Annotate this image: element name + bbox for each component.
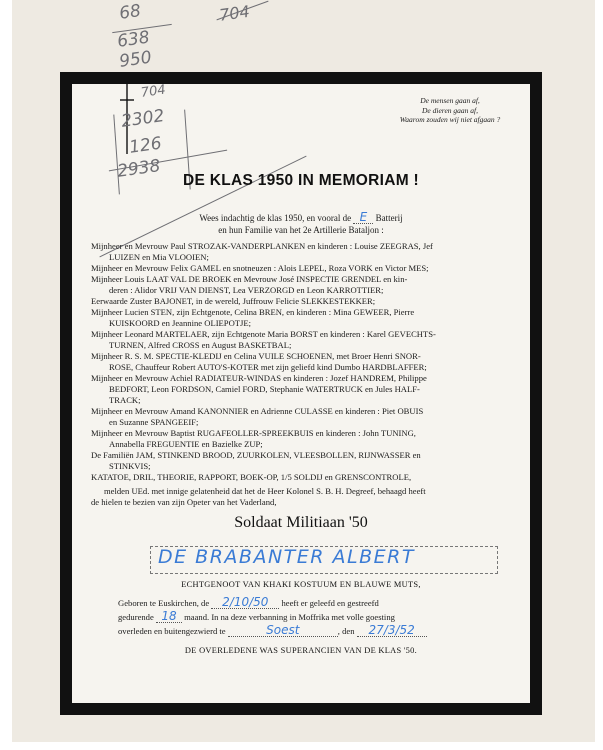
list-item: Annabella FREGUENTIE en Bazielke ZUP; [109, 439, 263, 449]
list-item: TURNEN, Alfred CROSS en August BASKETBAL; [109, 340, 292, 350]
birth-date: 2/10/50 [211, 597, 279, 609]
list-item: Mijnheer Leonard MARTELAER, zijn Echtgenote Maria BORST en kinderen : Karel GEVECHTS- [91, 329, 436, 339]
list-item: Mijnheer en Mevrouw Amand KANONNIER en Adrienne CULASSE en kinderen : Piet OBUIS [91, 406, 424, 416]
list-item: De Familiën JAM, STINKEND BROOD, ZUURKOLEN, VLEESBOLLEN, RIJNWASSER en [91, 450, 421, 460]
list-item: Mijnheer en Mevrouw Baptist RUGAFEOLLER-SPREEKBUIS en kinderen : John TUNING, [91, 428, 416, 438]
deceased-name: DE BRABANTER ALBERT [158, 546, 415, 568]
pencil-number: 2938 [116, 155, 162, 182]
list-item: BEDFORT, Leon FORDSON, Camiel FORD, Stephanie WATERTRUCK en Jules HALF- [109, 384, 420, 394]
pencil-number: 2302 [120, 105, 166, 132]
battery-letter: E [353, 212, 373, 224]
motto [380, 96, 520, 125]
duration-months: 18 [156, 611, 182, 623]
list-item: Mijnheer en Mevrouw Paul STROZAK-VANDERPLANKEN en kinderen : Louise ZEEGRAS, Jef [91, 241, 433, 251]
announcement-line: de hielen te bezien van zijn Opeter van het Vaderland, [91, 497, 277, 507]
pencil-number: 704 [140, 82, 167, 101]
list-item: Eerwaarde Zuster BAJONET, in de wereld, Juffrouw Felicie SLEKKESTEKKER; [91, 296, 376, 306]
death-place: Soest [228, 625, 338, 637]
family-list [91, 241, 521, 483]
birth-prefix: Geboren te Euskirchen, de [118, 598, 210, 608]
duration-suffix: maand. In na deze verbanning in Moffrika met volle goesting [184, 612, 395, 622]
list-item: KUISKOORD en Jeannine OLIEPOTJE; [109, 318, 252, 328]
motto-line: De mensen gaan af, [420, 96, 480, 105]
spouse-line: ECHTGENOOT VAN KHAKI KOSTUUM EN BLAUWE MUTS, [181, 580, 421, 589]
death-mid: , den [337, 626, 355, 636]
list-item: KATATOE, DRIL, THEORIE, RAPPORT, BOEK-OP, 1/5 SOLDIJ en GRENSCONTROLE, [91, 472, 412, 482]
footer-line: DE OVERLEDENE WAS SUPERANCIEN VAN DE KLAS '50. [184, 646, 418, 655]
list-item: en Suzanne SPANGEEIF; [109, 417, 199, 427]
pencil-number: 704 [218, 1, 251, 25]
motto-line: De dieren gaan af, [422, 105, 478, 115]
birth-line [118, 597, 379, 609]
list-item: deren : Alidor VRIJ VAN DIENST, Lea VERZORGD en Leon KARROTTIER; [109, 285, 384, 295]
motto-line: Waarom zouden wij niet afgaan ? [399, 115, 501, 124]
pencil-number: 126 [128, 133, 163, 158]
duration-prefix: gedurende [118, 612, 154, 622]
list-item: Mijnheer Louis LAAT VAL DE BROEK en Mevrouw José INSPECTIE GRENDEL en kin- [91, 274, 408, 284]
list-item: Mijnheer en Mevrouw Achiel RADIATEUR-WINDAS en kinderen : Jozef HANDREM, Philippe [91, 373, 427, 383]
list-item: ROSE, Chauffeur Robert AUTO'S-KOTER met zijn geliefd kind Dumbo HARDBLAFFER; [109, 362, 427, 372]
rank-heading: Soldaat Militiaan '50 [234, 514, 368, 531]
duration-line [118, 611, 395, 623]
pencil-number: 68 [118, 0, 143, 24]
list-item: STINKVIS; [109, 461, 151, 471]
list-item: TRACK; [109, 395, 141, 405]
intro-text: Wees indachtig de klas 1950, en vooral de [199, 213, 352, 223]
page-title: DE KLAS 1950 IN MEMORIAM ! [182, 172, 420, 189]
list-item: LUIZEN en Mia VLOOIEN; [109, 252, 209, 262]
intro-line [72, 212, 530, 224]
announcement-line: melden UEd. met innige gelatenheid dat het de Heer Kolonel S. B. H. Degreef, behaagd heeft [104, 486, 426, 496]
birth-suffix: heeft er geleefd en gestreefd [281, 598, 379, 608]
death-prefix: overleden en buitengezwierd te [118, 626, 226, 636]
pencil-number: 950 [118, 47, 153, 72]
intro-line: en hun Familie van het 2e Artillerie Bataljon : [218, 225, 384, 235]
list-item: Mijnheer R. S. M. SPECTIE-KLEDIJ en Celina VUILE SCHOENEN, met Broer Henri SNOR- [91, 351, 421, 361]
intro-text: Batterij [375, 213, 403, 223]
death-line [118, 625, 427, 637]
list-item: Mijnheer en Mevrouw Felix GAMEL en snotneuzen : Alois LEPEL, Roza VORK en Victor MES; [91, 263, 429, 273]
pencil-number: 638 [116, 27, 151, 52]
list-item: Mijnheer Lucien STEN, zijn Echtgenote, Celina BREN, en kinderen : Mina GEWEER, Pierre [91, 307, 415, 317]
death-date: 27/3/52 [357, 625, 427, 637]
